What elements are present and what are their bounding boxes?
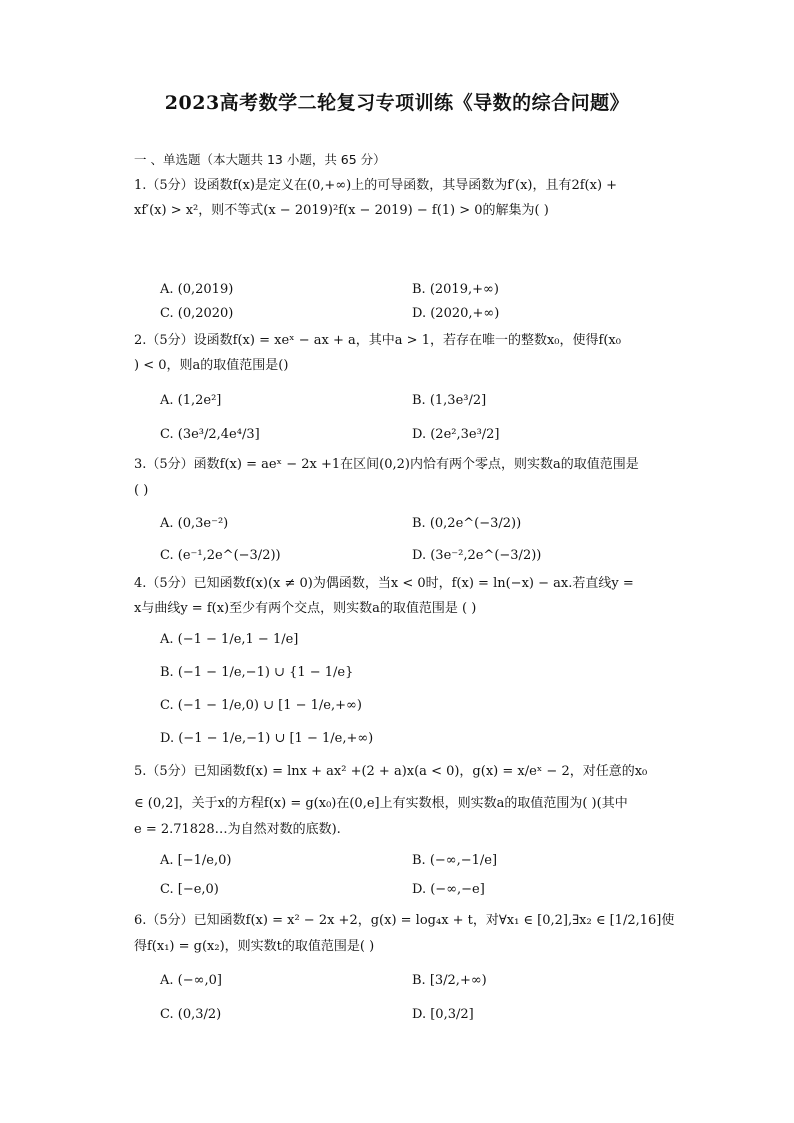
page-title: 2023高考数学二轮复习专项训练《导数的综合问题》 xyxy=(164,92,630,114)
question-2-option-b: B. (1,3e³/2] xyxy=(412,393,487,408)
question-3-option-d: D. (3e⁻²,2e^(−3/2)) xyxy=(412,548,542,563)
question-4-option-c: C. (−1 − 1/e,0) ∪ [1 − 1/e,+∞) xyxy=(160,698,362,713)
question-3-line-2: ( ) xyxy=(134,483,149,498)
question-2-option-c: C. (3e³/2,4e⁴/3] xyxy=(160,427,260,442)
question-4-option-a: A. (−1 − 1/e,1 − 1/e] xyxy=(160,632,299,647)
question-5-option-b: B. (−∞,−1/e] xyxy=(412,853,498,868)
question-5-line-3: e = 2.71828…为自然对数的底数). xyxy=(134,822,341,837)
question-5-line-1: 5.（5分）已知函数f(x) = lnx + ax² +(2 + a)x(a < 0)，g(x) = x/eˣ − 2，对任意的x₀ xyxy=(134,764,648,779)
question-6-option-b: B. [3/2,+∞) xyxy=(412,973,487,988)
question-4-option-d: D. (−1 − 1/e,−1) ∪ [1 − 1/e,+∞) xyxy=(160,731,374,746)
question-1-option-a: A. (0,2019) xyxy=(160,282,234,297)
question-3-line-1: 3.（5分）函数f(x) = aeˣ − 2x +1在区间(0,2)内恰有两个零点，则实数a的取值范围是 xyxy=(134,457,639,472)
question-6-line-2: 得f(x₁) = g(x₂)，则实数t的取值范围是( ) xyxy=(134,939,375,954)
question-5-option-d: D. (−∞,−e] xyxy=(412,882,485,897)
question-2-line-2: ) < 0，则a的取值范围是() xyxy=(134,358,289,373)
question-3-option-a: A. (0,3e⁻²) xyxy=(160,516,229,531)
question-6-option-c: C. (0,3/2) xyxy=(160,1007,222,1022)
question-2-option-a: A. (1,2e²] xyxy=(160,393,222,408)
question-6-line-1: 6.（5分）已知函数f(x) = x² − 2x +2，g(x) = log₄x + t，对∀x₁ ∈ [0,2],∃x₂ ∈ [1/2,16]使 xyxy=(134,913,675,928)
question-4-option-b: B. (−1 − 1/e,−1) ∪ {1 − 1/e} xyxy=(160,665,354,680)
question-3-option-b: B. (0,2e^(−3/2)) xyxy=(412,516,522,531)
question-1-option-c: C. (0,2020) xyxy=(160,306,234,321)
question-1-line-2: xf′(x) > x²，则不等式(x − 2019)²f(x − 2019) − f(1) > 0的解集为( ) xyxy=(134,203,549,218)
question-4-line-1: 4.（5分）已知函数f(x)(x ≠ 0)为偶函数，当x < 0时，f(x) = ln(−x) − ax.若直线y = xyxy=(134,576,634,591)
question-4-line-2: x与曲线y = f(x)至少有两个交点，则实数a的取值范围是 ( ) xyxy=(134,601,477,616)
question-1-option-b: B. (2019,+∞) xyxy=(412,282,499,297)
question-1-option-d: D. (2020,+∞) xyxy=(412,306,500,321)
question-2-line-1: 2.（5分）设函数f(x) = xeˣ − ax + a，其中a > 1，若存在唯一的整数x₀，使得f(x₀ xyxy=(134,333,621,348)
question-6-option-d: D. [0,3/2] xyxy=(412,1007,474,1022)
question-5-option-c: C. [−e,0) xyxy=(160,882,219,897)
question-1-line-1: 1.（5分）设函数f(x)是定义在(0,+∞)上的可导函数，其导函数为f′(x)，且有2f(x) + xyxy=(134,178,618,193)
section-heading: 一 、单选题（本大题共 13 小题，共 65 分） xyxy=(134,152,386,167)
question-5-line-2: ∈ (0,2]，关于x的方程f(x) = g(x₀)在(0,e]上有实数根，则实数a的取值范围为( )(其中 xyxy=(134,796,628,811)
question-6-option-a: A. (−∞,0] xyxy=(160,973,222,988)
question-5-option-a: A. [−1/e,0) xyxy=(160,853,232,868)
question-2-option-d: D. (2e²,3e³/2] xyxy=(412,427,500,442)
question-3-option-c: C. (e⁻¹,2e^(−3/2)) xyxy=(160,548,281,563)
